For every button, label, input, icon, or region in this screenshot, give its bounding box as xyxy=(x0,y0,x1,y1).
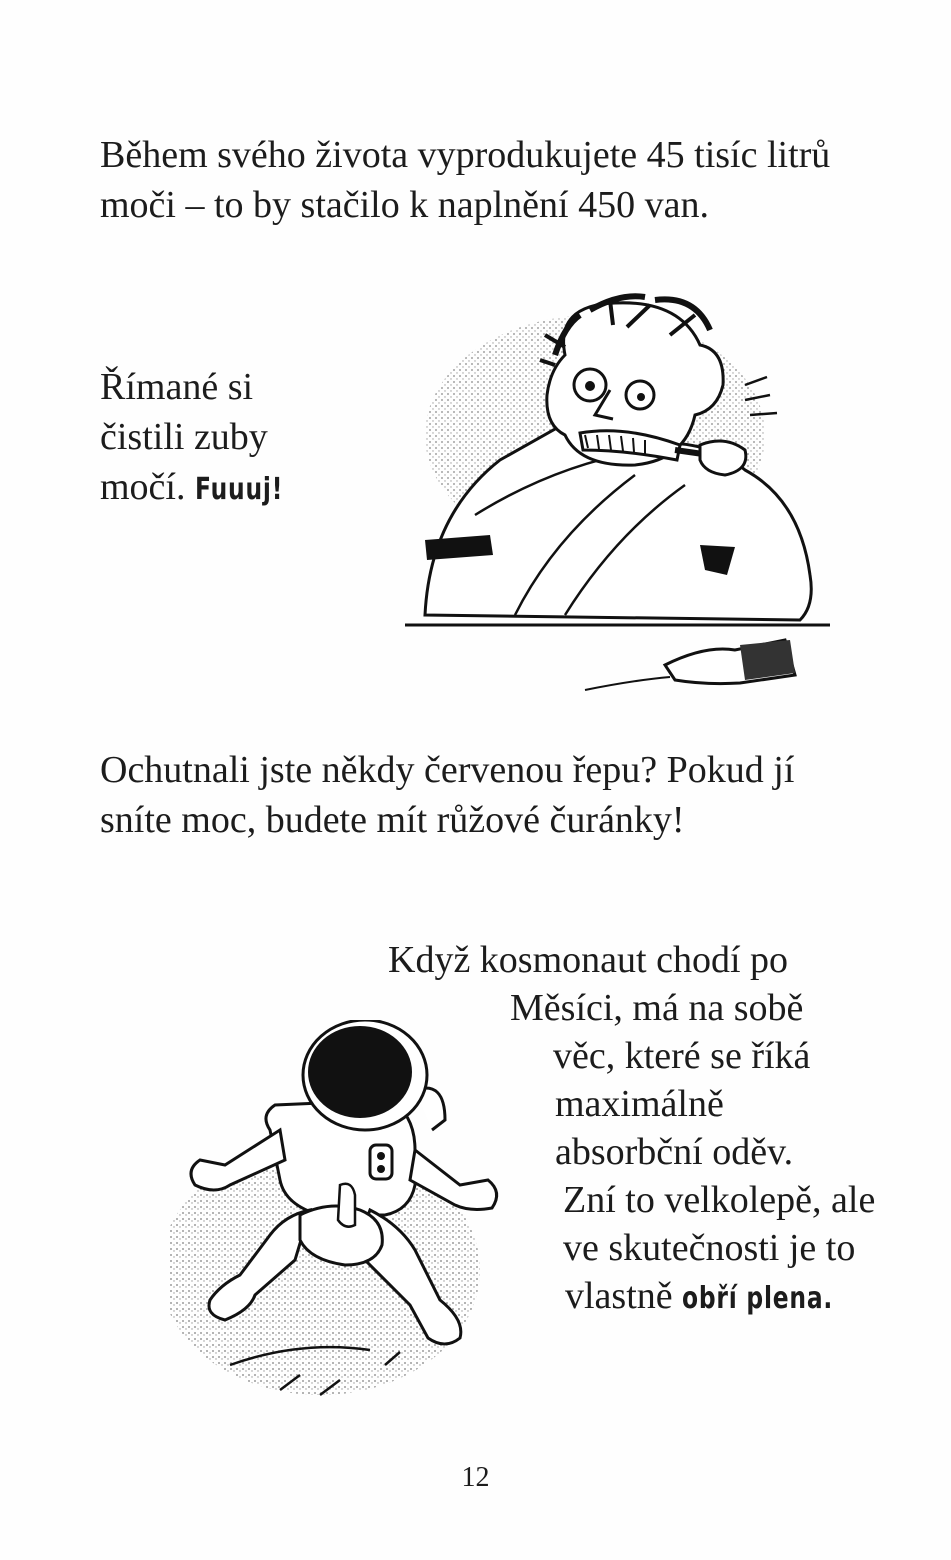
text-line: absorbční oděv. xyxy=(555,1131,794,1173)
text-line: Během svého života vyprodukujete 45 tisíc litrů xyxy=(100,134,831,176)
text-line: věc, které se říká xyxy=(553,1035,811,1077)
text-line: Když kosmonaut chodí po xyxy=(388,939,789,981)
text-line-with-emphasis xyxy=(565,1271,876,1324)
text-line: moči – to by stačilo k naplnění 450 van. xyxy=(100,184,709,226)
text-line: maximálně xyxy=(555,1083,724,1125)
text-line: sníte moc, budete mít růžové čuránky! xyxy=(100,799,685,841)
paragraph-romans xyxy=(100,362,308,515)
text-line: Zní to velkolepě, ale xyxy=(563,1179,876,1221)
text-line: Římané si xyxy=(100,366,254,408)
text-line: Měsíci, má na sobě xyxy=(510,987,804,1029)
text-fragment: močí. xyxy=(100,466,186,508)
paragraph-beetroot xyxy=(100,745,794,845)
roman-brushing-teeth-illustration xyxy=(405,285,830,710)
astronaut-moonwalk-illustration xyxy=(170,1020,520,1420)
paragraph-urine-volume xyxy=(100,130,830,230)
text-fragment: vlastně xyxy=(565,1275,673,1317)
text-line-with-exclamation xyxy=(100,462,308,515)
page-number: 12 xyxy=(461,1462,490,1493)
text-line: Ochutnali jste někdy červenou řepu? Pokud jí xyxy=(100,749,795,791)
text-line: ve skutečnosti je to xyxy=(563,1227,856,1269)
emphasis-text: obří plena. xyxy=(682,1281,834,1316)
text-line: čistili zuby xyxy=(100,416,268,458)
exclamation-text: Fuuuj! xyxy=(194,472,284,507)
